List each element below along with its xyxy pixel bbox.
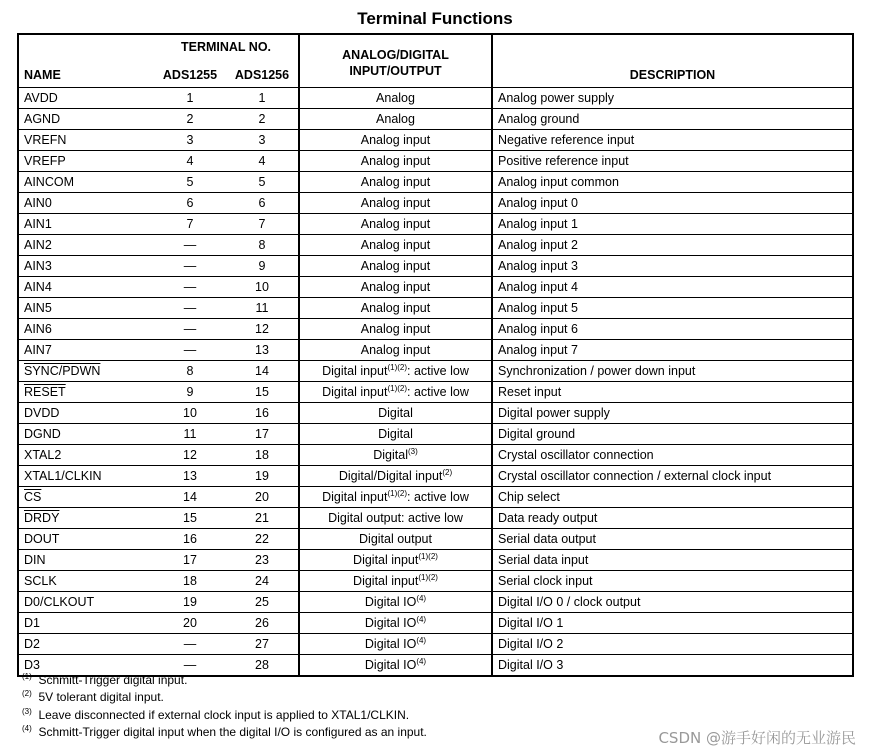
pin-name-text: D3 bbox=[24, 657, 40, 672]
description: Serial data output bbox=[492, 529, 853, 550]
pin-name bbox=[18, 466, 154, 487]
pin-name-text: D2 bbox=[24, 636, 40, 651]
ads1256-pin: 28 bbox=[226, 655, 299, 677]
io-type bbox=[299, 613, 492, 634]
io-text: Analog input bbox=[360, 258, 431, 273]
pin-name bbox=[18, 109, 154, 130]
description: Digital I/O 2 bbox=[492, 634, 853, 655]
table-row bbox=[18, 340, 853, 361]
ads1255-pin: 11 bbox=[154, 424, 226, 445]
io-text: Digital bbox=[373, 447, 408, 462]
description: Reset input bbox=[492, 382, 853, 403]
pin-name-text: DOUT bbox=[24, 531, 60, 546]
pin-name-text: AIN7 bbox=[24, 342, 52, 357]
footnote bbox=[22, 672, 427, 689]
pin-name bbox=[18, 319, 154, 340]
ads1255-pin: 19 bbox=[154, 592, 226, 613]
pin-name-text: SCLK bbox=[24, 573, 57, 588]
table-row bbox=[18, 361, 853, 382]
io-footnote-ref: (3) bbox=[407, 446, 418, 456]
io-type bbox=[299, 529, 492, 550]
description: Negative reference input bbox=[492, 130, 853, 151]
io-type bbox=[299, 214, 492, 235]
ads1256-pin: 25 bbox=[226, 592, 299, 613]
header-name: NAME bbox=[18, 34, 154, 88]
pin-name-text: AIN5 bbox=[24, 300, 52, 315]
pin-name-text: AIN4 bbox=[24, 279, 52, 294]
io-text: Analog input bbox=[360, 195, 431, 210]
terminal-functions-table bbox=[17, 33, 854, 677]
io-text: Digital input bbox=[322, 363, 388, 378]
pin-name bbox=[18, 571, 154, 592]
ads1256-pin: 1 bbox=[226, 88, 299, 109]
description: Analog input 1 bbox=[492, 214, 853, 235]
io-text: Digital IO bbox=[364, 615, 417, 630]
io-text: Analog input bbox=[360, 174, 431, 189]
io-footnote-ref: (1)(2) bbox=[418, 572, 438, 582]
io-type bbox=[299, 571, 492, 592]
description: Serial clock input bbox=[492, 571, 853, 592]
io-type bbox=[299, 361, 492, 382]
io-footnote-ref: (1)(2) bbox=[387, 362, 408, 372]
io-type bbox=[299, 298, 492, 319]
io-text: Digital IO bbox=[364, 594, 417, 609]
description: Chip select bbox=[492, 487, 853, 508]
pin-name bbox=[18, 634, 154, 655]
header-io bbox=[299, 34, 492, 88]
ads1255-pin: — bbox=[154, 235, 226, 256]
watermark: CSDN @游手好闲的无业游民 bbox=[658, 729, 856, 747]
io-type bbox=[299, 151, 492, 172]
pin-name bbox=[18, 403, 154, 424]
description: Digital I/O 0 / clock output bbox=[492, 592, 853, 613]
pin-name-text: AIN6 bbox=[24, 321, 52, 336]
pin-name-text: XTAL1/CLKIN bbox=[24, 468, 102, 483]
header-ads1255: ADS1255 bbox=[154, 57, 226, 88]
io-type bbox=[299, 550, 492, 571]
io-type bbox=[299, 403, 492, 424]
ads1255-pin: 4 bbox=[154, 151, 226, 172]
io-type bbox=[299, 88, 492, 109]
ads1256-pin: 12 bbox=[226, 319, 299, 340]
ads1255-pin: 12 bbox=[154, 445, 226, 466]
pin-name bbox=[18, 508, 154, 529]
pin-name-text: AIN3 bbox=[24, 258, 52, 273]
footnote bbox=[22, 724, 427, 741]
ads1256-pin: 9 bbox=[226, 256, 299, 277]
description: Analog power supply bbox=[492, 88, 853, 109]
io-footnote-ref: (1)(2) bbox=[387, 488, 408, 498]
ads1255-pin: 8 bbox=[154, 361, 226, 382]
ads1256-pin: 6 bbox=[226, 193, 299, 214]
ads1256-pin: 14 bbox=[226, 361, 299, 382]
table-row bbox=[18, 130, 853, 151]
ads1256-pin: 8 bbox=[226, 235, 299, 256]
ads1256-pin: 26 bbox=[226, 613, 299, 634]
io-text: Digital input bbox=[353, 552, 419, 567]
io-text: Analog input bbox=[360, 153, 431, 168]
io-suffix: : active low bbox=[407, 489, 469, 504]
pin-name bbox=[18, 550, 154, 571]
ads1256-pin: 4 bbox=[226, 151, 299, 172]
ads1256-pin: 5 bbox=[226, 172, 299, 193]
ads1255-pin: 9 bbox=[154, 382, 226, 403]
io-type bbox=[299, 277, 492, 298]
io-type bbox=[299, 592, 492, 613]
io-text: Analog input bbox=[360, 321, 431, 336]
description: Analog input 7 bbox=[492, 340, 853, 361]
ads1255-pin: 1 bbox=[154, 88, 226, 109]
table-row bbox=[18, 403, 853, 424]
header-description: DESCRIPTION bbox=[492, 34, 853, 88]
footnote-mark: (2) bbox=[22, 689, 32, 699]
footnote bbox=[22, 707, 427, 724]
io-text: Digital/Digital input bbox=[338, 468, 443, 483]
table-row bbox=[18, 592, 853, 613]
description: Serial data input bbox=[492, 550, 853, 571]
table-row bbox=[18, 508, 853, 529]
description: Digital ground bbox=[492, 424, 853, 445]
io-text: Digital output: active low bbox=[328, 510, 463, 525]
pin-name bbox=[18, 235, 154, 256]
pin-name-text: AIN2 bbox=[24, 237, 52, 252]
ads1256-pin: 7 bbox=[226, 214, 299, 235]
io-text: Analog bbox=[376, 111, 415, 126]
io-type bbox=[299, 466, 492, 487]
io-text: Digital input bbox=[322, 384, 388, 399]
footnote-mark: (4) bbox=[22, 723, 32, 733]
table-row bbox=[18, 193, 853, 214]
table-row bbox=[18, 88, 853, 109]
table-row bbox=[18, 214, 853, 235]
description: Digital I/O 3 bbox=[492, 655, 853, 677]
pin-name bbox=[18, 193, 154, 214]
io-type bbox=[299, 256, 492, 277]
table-row bbox=[18, 382, 853, 403]
ads1256-pin: 22 bbox=[226, 529, 299, 550]
header-io-line1: ANALOG/DIGITAL bbox=[342, 48, 449, 62]
footnote bbox=[22, 689, 427, 706]
io-type bbox=[299, 109, 492, 130]
io-type bbox=[299, 130, 492, 151]
io-footnote-ref: (4) bbox=[416, 635, 427, 645]
io-footnote-ref: (4) bbox=[416, 656, 427, 666]
io-suffix: : active low bbox=[407, 363, 469, 378]
table-title: Terminal Functions bbox=[357, 9, 513, 28]
footnote-mark: (3) bbox=[22, 706, 32, 716]
io-text: Digital bbox=[378, 426, 413, 441]
ads1255-pin: — bbox=[154, 340, 226, 361]
table-row bbox=[18, 277, 853, 298]
pin-name bbox=[18, 256, 154, 277]
table-row bbox=[18, 445, 853, 466]
pin-name bbox=[18, 130, 154, 151]
pin-name bbox=[18, 298, 154, 319]
io-type bbox=[299, 445, 492, 466]
io-text: Digital IO bbox=[364, 636, 417, 651]
io-text: Analog input bbox=[360, 216, 431, 231]
pin-name-text: VREFP bbox=[24, 153, 66, 168]
footnote-text: Schmitt-Trigger digital input. bbox=[38, 673, 188, 687]
io-footnote-ref: (4) bbox=[416, 593, 427, 603]
io-type bbox=[299, 487, 492, 508]
description: Digital I/O 1 bbox=[492, 613, 853, 634]
io-type bbox=[299, 319, 492, 340]
pin-name-text: DIN bbox=[24, 552, 46, 567]
ads1255-pin: 13 bbox=[154, 466, 226, 487]
io-type bbox=[299, 172, 492, 193]
pin-name bbox=[18, 151, 154, 172]
ads1255-pin: 2 bbox=[154, 109, 226, 130]
io-footnote-ref: (1)(2) bbox=[418, 551, 438, 561]
description: Positive reference input bbox=[492, 151, 853, 172]
table-row bbox=[18, 256, 853, 277]
io-suffix: : active low bbox=[407, 384, 469, 399]
description: Analog ground bbox=[492, 109, 853, 130]
description: Analog input 6 bbox=[492, 319, 853, 340]
pin-name-text: $\overline{CS}$ bbox=[24, 489, 42, 504]
io-text: Analog input bbox=[360, 342, 431, 357]
io-type bbox=[299, 424, 492, 445]
footnote-mark: (1) bbox=[22, 672, 32, 681]
pin-name-text: AGND bbox=[24, 111, 61, 126]
ads1255-pin: — bbox=[154, 298, 226, 319]
description: Crystal oscillator connection / external clock input bbox=[492, 466, 853, 487]
pin-name-text: AIN0 bbox=[24, 195, 52, 210]
table-row bbox=[18, 235, 853, 256]
ads1256-pin: 21 bbox=[226, 508, 299, 529]
io-text: Digital input bbox=[353, 573, 419, 588]
pin-name-text: XTAL2 bbox=[24, 447, 62, 462]
io-type bbox=[299, 634, 492, 655]
pin-name bbox=[18, 277, 154, 298]
table-row bbox=[18, 109, 853, 130]
io-text: Analog input bbox=[360, 279, 431, 294]
io-type bbox=[299, 235, 492, 256]
io-footnote-ref: (2) bbox=[442, 467, 453, 477]
description: Analog input common bbox=[492, 172, 853, 193]
ads1255-pin: — bbox=[154, 655, 226, 677]
pin-name-text: D1 bbox=[24, 615, 40, 630]
table-row bbox=[18, 151, 853, 172]
ads1256-pin: 13 bbox=[226, 340, 299, 361]
pin-name-text: D0/CLKOUT bbox=[24, 594, 95, 609]
pin-name-text: SYNC/PDWN bbox=[24, 363, 101, 378]
description: Analog input 3 bbox=[492, 256, 853, 277]
ads1255-pin: — bbox=[154, 319, 226, 340]
pin-name bbox=[18, 172, 154, 193]
ads1255-pin: 5 bbox=[154, 172, 226, 193]
pin-name-text: AINCOM bbox=[24, 174, 74, 189]
ads1256-pin: 20 bbox=[226, 487, 299, 508]
pin-name-text: DRDY bbox=[24, 510, 60, 525]
ads1256-pin: 27 bbox=[226, 634, 299, 655]
pin-name bbox=[18, 613, 154, 634]
ads1255-pin: — bbox=[154, 634, 226, 655]
ads1256-pin: 10 bbox=[226, 277, 299, 298]
ads1255-pin: — bbox=[154, 277, 226, 298]
ads1255-pin: 6 bbox=[154, 193, 226, 214]
io-text: Analog input bbox=[360, 237, 431, 252]
ads1255-pin: — bbox=[154, 256, 226, 277]
ads1255-pin: 18 bbox=[154, 571, 226, 592]
description: Analog input 4 bbox=[492, 277, 853, 298]
pin-name bbox=[18, 214, 154, 235]
io-type bbox=[299, 193, 492, 214]
ads1256-pin: 15 bbox=[226, 382, 299, 403]
pin-name bbox=[18, 340, 154, 361]
ads1256-pin: 23 bbox=[226, 550, 299, 571]
pin-name-text: VREFN bbox=[24, 132, 67, 147]
io-text: Digital input bbox=[322, 489, 388, 504]
io-type bbox=[299, 382, 492, 403]
ads1255-pin: 17 bbox=[154, 550, 226, 571]
pin-name bbox=[18, 487, 154, 508]
table-row bbox=[18, 172, 853, 193]
description: Analog input 2 bbox=[492, 235, 853, 256]
table-row bbox=[18, 319, 853, 340]
header-terminal-no: TERMINAL NO. bbox=[154, 34, 299, 57]
description: Data ready output bbox=[492, 508, 853, 529]
ads1256-pin: 2 bbox=[226, 109, 299, 130]
pin-name bbox=[18, 592, 154, 613]
table-row bbox=[18, 634, 853, 655]
io-type bbox=[299, 340, 492, 361]
footnotes bbox=[22, 672, 427, 741]
pin-name-text: AIN1 bbox=[24, 216, 52, 231]
ads1255-pin: 15 bbox=[154, 508, 226, 529]
io-type bbox=[299, 508, 492, 529]
footnote-text: 5V tolerant digital input. bbox=[38, 690, 164, 705]
table-row bbox=[18, 613, 853, 634]
pin-name-text: AVDD bbox=[24, 90, 58, 105]
io-text: Analog input bbox=[360, 300, 431, 315]
ads1256-pin: 16 bbox=[226, 403, 299, 424]
pin-name bbox=[18, 445, 154, 466]
io-text: Digital bbox=[378, 405, 413, 420]
pin-name-text: DVDD bbox=[24, 405, 60, 420]
ads1256-pin: 3 bbox=[226, 130, 299, 151]
ads1256-pin: 19 bbox=[226, 466, 299, 487]
io-text: Analog input bbox=[360, 132, 431, 147]
description: Crystal oscillator connection bbox=[492, 445, 853, 466]
io-text: Digital IO bbox=[364, 657, 417, 672]
footnote-text: Schmitt-Trigger digital input when the digital I/O is configured as an input. bbox=[38, 724, 427, 739]
table-row bbox=[18, 550, 853, 571]
ads1256-pin: 18 bbox=[226, 445, 299, 466]
pin-name bbox=[18, 529, 154, 550]
pin-name-text: RESET bbox=[24, 384, 66, 399]
footnote-text: Leave disconnected if external clock input is applied to XTAL1/CLKIN. bbox=[38, 707, 410, 722]
header-io-line2: INPUT/OUTPUT bbox=[349, 64, 442, 78]
description: Analog input 0 bbox=[492, 193, 853, 214]
description: Digital power supply bbox=[492, 403, 853, 424]
ads1255-pin: 10 bbox=[154, 403, 226, 424]
ads1255-pin: 7 bbox=[154, 214, 226, 235]
pin-name bbox=[18, 88, 154, 109]
ads1255-pin: 3 bbox=[154, 130, 226, 151]
io-footnote-ref: (4) bbox=[416, 614, 427, 624]
description: Synchronization / power down input bbox=[492, 361, 853, 382]
table-row bbox=[18, 298, 853, 319]
ads1255-pin: 14 bbox=[154, 487, 226, 508]
pin-name bbox=[18, 382, 154, 403]
ads1256-pin: 17 bbox=[226, 424, 299, 445]
ads1256-pin: 24 bbox=[226, 571, 299, 592]
ads1255-pin: 16 bbox=[154, 529, 226, 550]
table-row bbox=[18, 487, 853, 508]
io-text: Analog bbox=[376, 90, 415, 105]
io-text: Digital output bbox=[359, 531, 432, 546]
table-row bbox=[18, 466, 853, 487]
table-row bbox=[18, 529, 853, 550]
table-row bbox=[18, 571, 853, 592]
pin-name bbox=[18, 424, 154, 445]
io-footnote-ref: (1)(2) bbox=[387, 383, 408, 393]
ads1255-pin: 20 bbox=[154, 613, 226, 634]
ads1256-pin: 11 bbox=[226, 298, 299, 319]
description: Analog input 5 bbox=[492, 298, 853, 319]
pin-name-text: DGND bbox=[24, 426, 61, 441]
table-row bbox=[18, 424, 853, 445]
pin-name bbox=[18, 361, 154, 382]
header-ads1256: ADS1256 bbox=[226, 57, 299, 88]
